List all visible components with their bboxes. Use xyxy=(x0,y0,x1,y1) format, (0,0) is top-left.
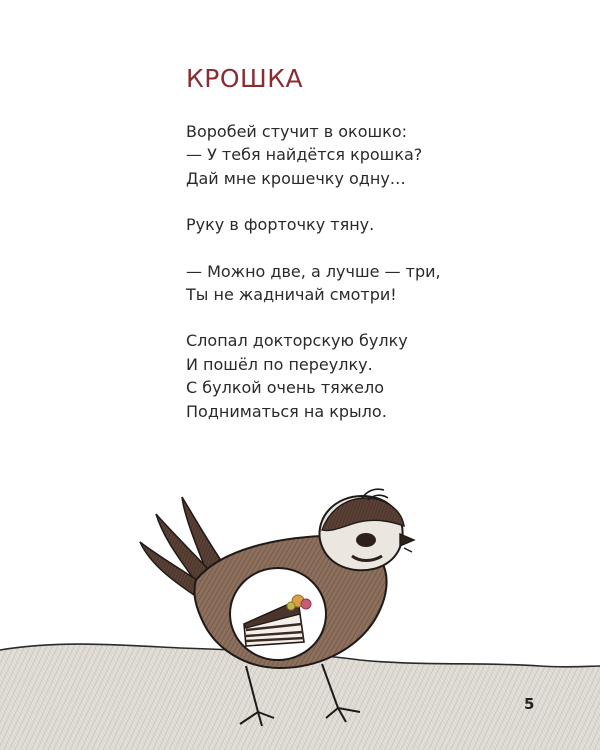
stanza-1 xyxy=(186,120,546,190)
poem-line: Воробей стучит в окошко: xyxy=(186,122,407,141)
poem-line: — У тебя найдётся крошка? xyxy=(186,145,423,165)
sparrow-illustration xyxy=(0,470,600,750)
poem-line: Подниматься на крыло. xyxy=(186,401,387,421)
stanza-2 xyxy=(186,213,546,236)
sparrow-head xyxy=(319,489,414,570)
poem-line: С булкой очень тяжело xyxy=(186,378,385,398)
poem-line: — Можно две, а лучше — три, xyxy=(186,261,441,281)
stanza-3 xyxy=(186,260,546,307)
poem-line: Ты не жадничай смотри! xyxy=(186,285,397,305)
poem-line: Дай мне крошечку одну… xyxy=(186,168,406,188)
page-number: 5 xyxy=(524,695,535,713)
poem-line: Руку в форточку тяну. xyxy=(186,215,375,235)
poem-line: И пошёл по переулку. xyxy=(186,354,373,374)
poem-line: Слопал докторскую булку xyxy=(186,331,408,351)
poem-title: КРОШКА xyxy=(186,64,304,93)
stanza-4 xyxy=(186,329,546,423)
poem-body xyxy=(186,120,546,446)
